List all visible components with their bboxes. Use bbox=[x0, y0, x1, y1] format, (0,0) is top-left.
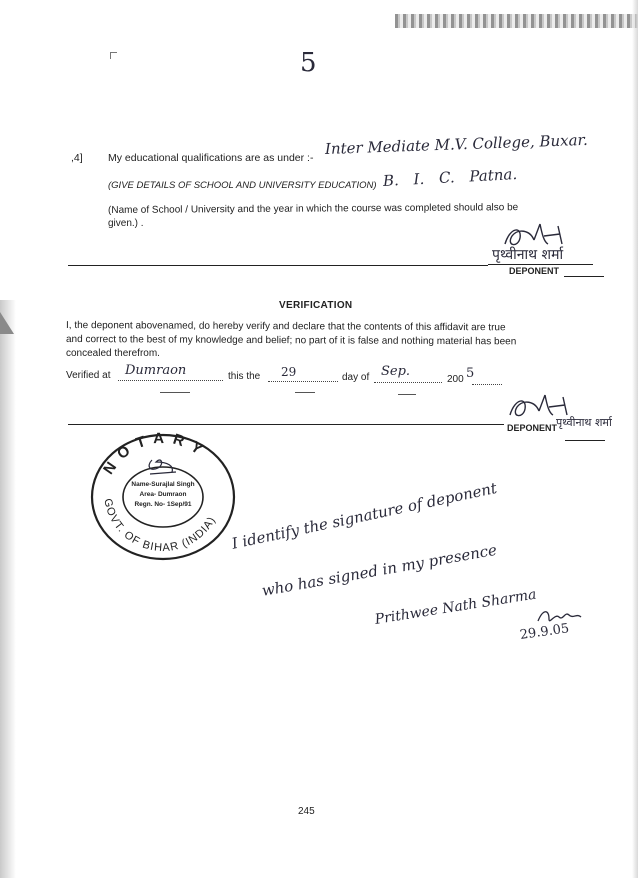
deponent-label-1: DEPONENT bbox=[509, 266, 560, 276]
pen-stroke bbox=[295, 392, 315, 393]
pen-stroke bbox=[398, 394, 416, 395]
section-divider-1 bbox=[68, 265, 488, 266]
notary-note-date: 29.9.05 bbox=[518, 621, 571, 643]
seal-line-1: Name-Surajlal Singh bbox=[131, 481, 195, 488]
details-handwritten: B. I. C. Patna. bbox=[382, 164, 518, 190]
signature-underline-1 bbox=[488, 264, 593, 265]
verification-line-2: and correct to the best of my knowledge and belief; no part of it is false and nothing material has been bbox=[65, 334, 517, 348]
seal-line-2: Area- Dumraon bbox=[139, 491, 187, 498]
pen-mark bbox=[110, 52, 117, 59]
verified-at-blank bbox=[118, 378, 223, 381]
seal-top-arc: NOTARY bbox=[100, 432, 212, 478]
year-prefix: 200 bbox=[447, 374, 464, 385]
year-blank bbox=[472, 382, 502, 385]
details-label: (GIVE DETAILS OF SCHOOL AND UNIVERSITY EDUCATION) bbox=[108, 180, 377, 191]
deponent-signature-1-devanagari: पृथ्वीनाथ शर्मा bbox=[492, 247, 564, 263]
year-suffix: 5 bbox=[466, 366, 475, 381]
deponent-label-2: DEPONENT bbox=[507, 423, 558, 433]
verified-at-value: Dumraon bbox=[125, 363, 187, 378]
day-value: 29 bbox=[281, 365, 297, 379]
verified-at-label: Verified at bbox=[66, 370, 111, 381]
notary-note-line-3: Prithwee Nath Sharma bbox=[373, 586, 538, 628]
deponent-signature-2-devanagari: पृथ्वीनाथ शर्मा bbox=[556, 416, 612, 429]
month-blank bbox=[374, 380, 442, 383]
page-fold-shadow bbox=[0, 300, 16, 878]
section-divider-1b bbox=[564, 276, 604, 277]
notary-seal bbox=[88, 432, 238, 562]
page-fold-corner bbox=[0, 312, 14, 334]
this-the-label: this the bbox=[228, 371, 261, 382]
handwritten-page-number: 5 bbox=[300, 48, 317, 78]
svg-text:NOTARY bbox=[100, 432, 212, 478]
page-edge-shade bbox=[632, 0, 638, 878]
notary-seal-icon bbox=[88, 432, 238, 562]
month-value: Sep. bbox=[381, 364, 411, 379]
day-of-label: day of bbox=[342, 372, 370, 383]
verification-line-1: I, the deponent abovenamed, do hereby verify and declare that the contents of this affidavit are true bbox=[65, 320, 506, 334]
note-line-1: (Name of School / University and the year in which the course was completed should also be bbox=[107, 202, 519, 216]
item-number: ,4] bbox=[71, 152, 83, 164]
section-divider-2 bbox=[68, 424, 504, 425]
notary-note-line-1: I identify the signature of deponent bbox=[230, 478, 499, 553]
day-blank bbox=[268, 379, 338, 382]
verification-line-3: concealed therefrom. bbox=[66, 348, 160, 359]
notary-note-line-2: who has signed in my presence bbox=[260, 540, 499, 600]
qualifications-handwritten: Inter Mediate M.V. College, Buxar. bbox=[324, 130, 589, 158]
note-line-2: given.) . bbox=[108, 218, 144, 229]
seal-bottom-arc: GOVT. OF BIHAR (INDIA) bbox=[101, 497, 219, 555]
pen-stroke bbox=[160, 392, 190, 393]
scan-artifact-strip bbox=[395, 14, 638, 28]
verification-heading: VERIFICATION bbox=[279, 300, 353, 311]
qualifications-label: My educational qualifications are as under :- bbox=[108, 152, 314, 164]
seal-line-3: Regn. No- 1Sep/91 bbox=[134, 501, 192, 508]
section-divider-2b bbox=[565, 440, 605, 441]
footer-page-number: 245 bbox=[298, 806, 315, 817]
